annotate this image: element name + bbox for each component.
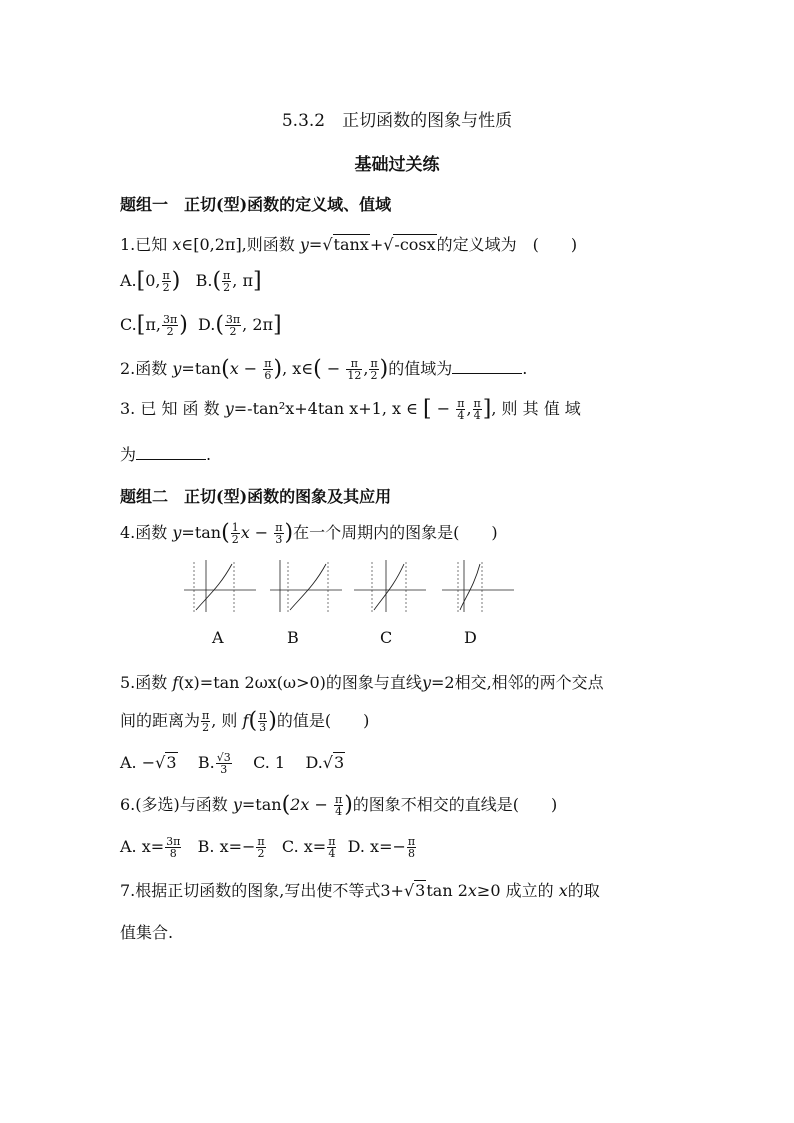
option-graphs bbox=[180, 556, 520, 616]
fraction: $\frac{3\pi}{8}$ bbox=[166, 835, 181, 860]
q4-y: y bbox=[172, 523, 182, 542]
fraction: $\frac{\pi}{12}$ bbox=[347, 357, 362, 382]
option-d-value: , 2π bbox=[242, 315, 274, 334]
q7-text: ≥0 成立的 bbox=[476, 881, 559, 900]
fraction: $\frac{\pi}{4}$ bbox=[328, 835, 336, 860]
q3-text: 为 bbox=[120, 445, 137, 464]
paren: ( bbox=[212, 268, 222, 294]
q5-options: A. −√3 B. $\frac{√3}{3}$ C. 1 D.√3 bbox=[120, 751, 345, 776]
q4-minus: − bbox=[249, 523, 274, 542]
q1-sqrt-tan: tanx bbox=[333, 235, 369, 254]
q3-neg: − bbox=[431, 399, 456, 418]
q2-minus: − bbox=[238, 359, 263, 378]
q2-text: 的值域为 bbox=[388, 359, 453, 378]
fraction: $\frac{1}{2}$ bbox=[231, 521, 239, 546]
q7-x: x bbox=[467, 881, 477, 900]
q1-plus: + bbox=[369, 235, 384, 254]
question-3: 3. 已 知 函 数 y=-tan²x+4tan x+1, x ∈ [ − $\frac{\pi}{4}$ , $\frac{\pi}{4}$ ], 则 其 值 域 bbox=[120, 396, 581, 422]
graph-label-a: A bbox=[212, 628, 224, 647]
q2-y: y bbox=[172, 359, 182, 378]
question-7-cont: 值集合. bbox=[120, 923, 174, 942]
question-5 bbox=[120, 670, 604, 693]
option-d: D. bbox=[305, 753, 323, 772]
q7-text: tan 2 bbox=[426, 881, 468, 900]
graph-b[interactable] bbox=[266, 556, 346, 616]
option-a-value: 0, bbox=[145, 271, 161, 290]
fraction: $\frac{3\pi}{2}$ bbox=[162, 313, 178, 338]
q4-text: 4.函数 bbox=[120, 523, 173, 542]
fraction: $\frac{\pi}{6}$ bbox=[264, 357, 272, 382]
q5-text: (x)=tan 2ωx(ω>0)的图象与直线 bbox=[178, 673, 422, 692]
q5-f: f bbox=[242, 711, 249, 730]
paren: ( bbox=[215, 312, 224, 338]
option-a-label: A. bbox=[120, 271, 137, 290]
q2-x: x bbox=[229, 359, 239, 378]
graph-a[interactable] bbox=[180, 556, 260, 616]
fraction: $\frac{\pi}{2}$ bbox=[257, 835, 265, 860]
group-two-heading: 题组二 正切(型)函数的图象及其应用 bbox=[120, 487, 392, 506]
q5-y: y bbox=[421, 673, 431, 692]
option-b-value: , π bbox=[232, 271, 253, 290]
question-3-cont bbox=[120, 442, 211, 465]
question-5-cont: 间的距离为 $\frac{\pi}{2}$ , 则 f( $\frac{\pi}{3}$ )的值是( ) bbox=[120, 708, 370, 734]
graph-c[interactable] bbox=[350, 556, 430, 616]
section-subtitle: 基础过关练 bbox=[354, 155, 440, 175]
fraction: $\frac{\pi}{2}$ bbox=[202, 709, 210, 734]
q1-x: x bbox=[172, 235, 182, 254]
q4-text: =tan bbox=[181, 523, 222, 542]
period: . bbox=[522, 359, 528, 378]
q1-sqrt-cos: -cosx bbox=[394, 235, 436, 254]
q2-text: 2.函数 bbox=[120, 359, 173, 378]
option-b: B. bbox=[197, 753, 215, 772]
q7-x: x bbox=[558, 881, 568, 900]
fraction: $\frac{\pi}{3}$ bbox=[275, 521, 283, 546]
graph-label-c: C bbox=[380, 628, 393, 647]
q1-options-ab bbox=[120, 270, 262, 293]
q5-text: 的值是( ) bbox=[276, 711, 370, 730]
answer-blank[interactable] bbox=[136, 445, 206, 460]
q1-text: 1.已知 bbox=[120, 235, 173, 254]
fraction: $\frac{√3}{3}$ bbox=[216, 751, 231, 776]
q6-y: y bbox=[232, 795, 242, 814]
bracket: ] bbox=[273, 312, 282, 338]
q2-text: , x∈ bbox=[282, 359, 314, 378]
answer-blank[interactable] bbox=[452, 359, 522, 374]
fraction: $\frac{\pi}{4}$ bbox=[457, 397, 465, 422]
q2-comma: , bbox=[363, 359, 369, 378]
q5-text: 5.函数 bbox=[120, 673, 173, 692]
q5-f: f bbox=[172, 673, 179, 692]
sqrt-3: 3 bbox=[166, 753, 177, 772]
page-title: 5.3.2 正切函数的图象与性质 bbox=[281, 111, 513, 131]
graph-label-d: D bbox=[464, 628, 477, 647]
q3-text: 3. 已 知 函 数 bbox=[120, 399, 225, 418]
q7-text: 的取 bbox=[567, 881, 600, 900]
fraction: $\frac{\pi}{2}$ bbox=[223, 269, 231, 294]
q6-options bbox=[120, 836, 417, 859]
bracket: [ bbox=[136, 268, 146, 294]
fraction: $\frac{\pi}{4}$ bbox=[334, 793, 343, 818]
question-6: 6.(多选)与函数 y=tan(2x − $\frac{\pi}{4}$ )的图象不相交的直线是( ) bbox=[120, 792, 558, 818]
option-c-value: π, bbox=[145, 315, 161, 334]
option-b-label: B. bbox=[195, 271, 213, 290]
q3-y: y bbox=[224, 399, 234, 418]
q1-text: ∈[0,2π],则函数 bbox=[181, 235, 300, 254]
option-c-label: C. bbox=[120, 315, 137, 334]
fraction: $\frac{\pi}{3}$ bbox=[259, 709, 267, 734]
q6-minus: − bbox=[309, 795, 333, 814]
sqrt-3: 3 bbox=[415, 881, 426, 900]
option-c: C. 1 bbox=[253, 753, 286, 772]
q6-text: 的图象不相交的直线是( ) bbox=[352, 795, 558, 814]
question-4: 4.函数 y=tan( $\frac{1}{2}$ x − $\frac{\pi}{3}$ )在一个周期内的图象是( ) bbox=[120, 520, 498, 546]
q1-text: = bbox=[308, 235, 323, 254]
question-2: 2.函数 y=tan(x − $\frac{\pi}{6}$ ), x∈( − $\frac{\pi}{12}$ , $\frac{\pi}{2}$ )的值域为 . bbox=[120, 356, 528, 382]
q2-neg: − bbox=[321, 359, 346, 378]
fraction: $\frac{\pi}{8}$ bbox=[407, 835, 416, 860]
paren: ) bbox=[171, 268, 181, 294]
fraction: $\frac{\pi}{2}$ bbox=[162, 269, 170, 294]
q5-text: , 则 bbox=[211, 711, 243, 730]
q1-y: y bbox=[299, 235, 309, 254]
option-a: A. − bbox=[120, 753, 156, 772]
q6-text: 6.(多选)与函数 bbox=[120, 795, 233, 814]
graph-d[interactable] bbox=[438, 556, 518, 616]
q3-text: , 则 其 值 域 bbox=[491, 399, 581, 418]
q1-options-cd bbox=[120, 314, 282, 337]
question-1: 1.已知 x∈[0,2π],则函数 y=√tanx+√-cosx的定义域为 ( ) bbox=[120, 235, 578, 254]
fraction: $\frac{\pi}{4}$ bbox=[473, 397, 481, 422]
q5-text: 间的距离为 bbox=[120, 711, 201, 730]
q2-text: =tan bbox=[181, 359, 222, 378]
paren: ) bbox=[179, 312, 188, 338]
option-a: A. x= bbox=[120, 837, 165, 856]
q3-text: =-tan²x+4tan x+1, x ∈ bbox=[233, 399, 424, 418]
q4-text: 在一个周期内的图象是( ) bbox=[293, 523, 498, 542]
q5-text: =2相交,相邻的两个交点 bbox=[430, 673, 604, 692]
q6-text: =tan bbox=[241, 795, 282, 814]
q6-2x: 2x bbox=[290, 795, 310, 814]
q1-text: 的定义域为 ( ) bbox=[436, 235, 578, 254]
q4-x: x bbox=[240, 523, 250, 542]
sqrt-3: 3 bbox=[334, 753, 345, 772]
period: . bbox=[206, 445, 212, 464]
q7-text: 7.根据正切函数的图象,写出使不等式3+ bbox=[120, 881, 404, 900]
option-d: D. x=− bbox=[347, 837, 406, 856]
fraction: $\frac{\pi}{2}$ bbox=[370, 357, 378, 382]
option-d-label: D. bbox=[197, 315, 216, 334]
option-b: B. x=− bbox=[197, 837, 256, 856]
fraction: $\frac{3\pi}{2}$ bbox=[225, 313, 241, 338]
bracket: ] bbox=[252, 268, 262, 294]
question-7: 7.根据正切函数的图象,写出使不等式3+√3tan 2x≥0 成立的 x的取 bbox=[120, 881, 600, 900]
graph-label-b: B bbox=[287, 628, 299, 647]
bracket: [ bbox=[136, 312, 146, 338]
option-c: C. x= bbox=[281, 837, 327, 856]
group-one-heading: 题组一 正切(型)函数的定义域、值域 bbox=[120, 195, 392, 214]
